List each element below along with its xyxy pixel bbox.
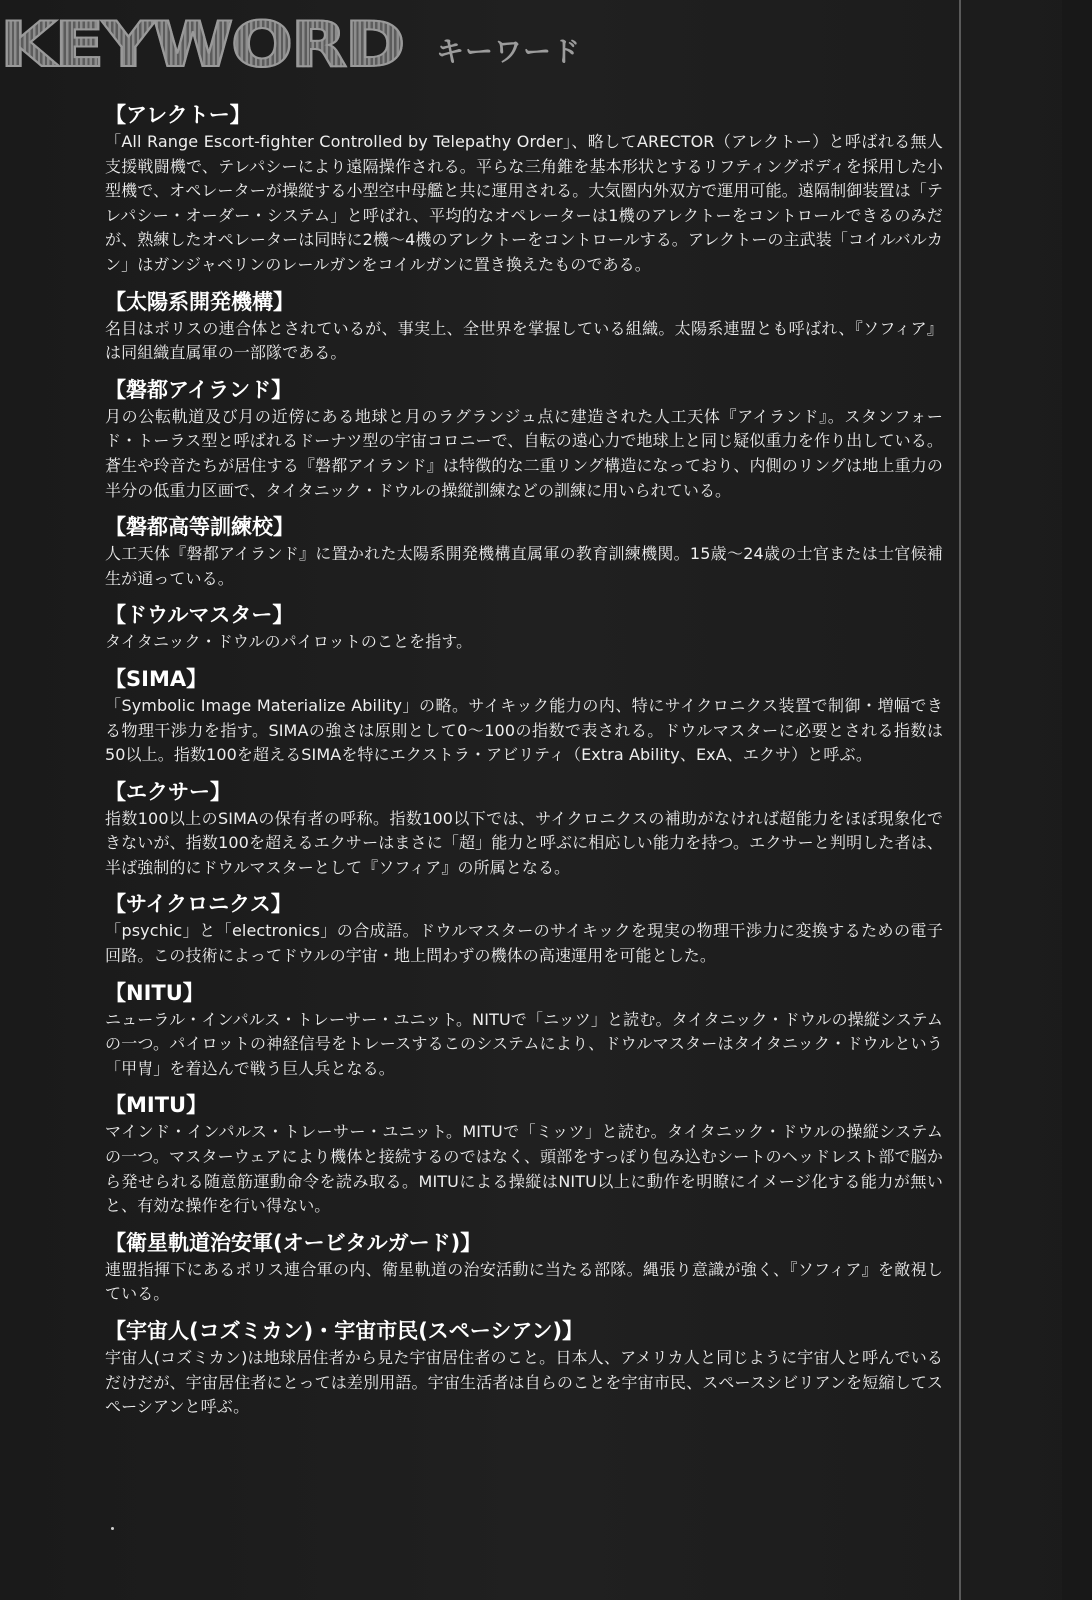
keyword-entry-cosmican-spacian — [105, 1316, 943, 1420]
entry-title: 【宇宙人(コズミカン)・宇宙市民(スペーシアン)】 — [105, 1319, 584, 1343]
entry-title: 【アレクトー】 — [105, 103, 251, 127]
entry-body: 宇宙人(コズミカン)は地球居住者から見た宇宙居住者のこと。日本人、アメリカ人と同じように宇宙人と呼んでいるだけだが、宇宙居住者にとっては差別用語。宇宙生活者は自らのことを宇宙市民、スペースシビリアンを短縮してスペーシアンと呼ぶ。 — [105, 1348, 943, 1417]
keyword-title: KEYWORD — [0, 8, 404, 81]
entry-body: 連盟指揮下にあるポリス連合軍の内、衛星軌道の治安活動に当たる部隊。縄張り意識が強く、『ソフィア』を敵視している。 — [105, 1259, 943, 1304]
keyword-subtitle: キーワード — [436, 35, 582, 68]
entry-body: ニューラル・インパルス・トレーサー・ユニット。NITUで「ニッツ」と読む。タイタニック・ドウルの操縦システムの一つ。パイロットの神経信号をトレースするこのシステムにより、ドウルマスターはタイタニック・ドウルという「甲冑」を着込んで戦う巨人兵となる。 — [105, 1009, 943, 1078]
keyword-entry-training-school — [105, 512, 943, 591]
page-header — [0, 8, 700, 84]
entry-title: 【ドウルマスター】 — [105, 603, 294, 628]
keyword-entry-exer — [105, 777, 943, 881]
keyword-entry-psychonics — [105, 889, 943, 968]
entry-title: 【NITU】 — [105, 980, 204, 1005]
right-margin-rule — [959, 0, 961, 1600]
keyword-entry-mitu — [105, 1090, 943, 1218]
keyword-entry-doll-master — [105, 600, 943, 655]
entry-body: 人工天体『磐都アイランド』に置かれた太陽系開発機構直属軍の教育訓練機関。15歳～24歳の士官または士官候補生が通っている。 — [105, 544, 943, 588]
stray-dot-mark — [111, 1527, 114, 1530]
entry-title: 【MITU】 — [105, 1093, 208, 1118]
keyword-entry-arector — [105, 100, 943, 278]
entry-title: 【サイクロニクス】 — [105, 892, 292, 917]
entry-body: 「psychic」と「electronics」の合成語。ドウルマスターのサイキックを現実の物理干渉力に変換するための電子回路。この技術によってドウルの宇宙・地上問わずの機体の高速運用を可能とした。 — [105, 921, 943, 966]
entry-body: マインド・インパルス・トレーサー・ユニット。MITUで「ミッツ」と読む。タイタニック・ドウルの操縦システムの一つ。マスターウェアにより機体と接続するのではなく、頭部をすっぽり包み込むシートのヘッドレスト部で脳から発せられる随意筋運動命令を読み取る。MITUによる操縦はNITU以上に動作を明瞭にイメージ化する能力が無いと、有効な操作を行い得ない。 — [105, 1122, 943, 1216]
entry-title: 【磐都高等訓練校】 — [105, 515, 294, 540]
entry-body: 「All Range Escort-fighter Controlled by Telepathy Order」、略してARECTOR（アレクトー）と呼ばれる無人支援戦闘機で、テレパシーにより遠隔操作される。平らな三角錐を基本形状とするリフティングボディを採用した小型機で、オペレーターが操縦する小型空中母艦と共に運用される。大気圏内外双方で運用可能。遠隔制御装置は「テレパシー・オーダー・システム」と呼ばれ、平均的なオペレーターは1機のアレクトーをコントロールできるのみだが、熟練したオペレーターは同時に2機～4機のアレクトーをコントロールする。アレクトーの主武装「コイルバルカン」はガンジャベリンのレールガンをコイルガンに置き換えたものである。 — [105, 132, 943, 274]
right-page-edge — [1062, 0, 1092, 1600]
entry-title: 【太陽系開発機構】 — [105, 289, 294, 314]
entry-body: 「Symbolic Image Materialize Ability」の略。サイキック能力の内、特にサイクロニクス装置で制御・増幅できる物理干渉力を指す。SIMAの強さは原則として0～100の指数で表される。ドウルマスターに必要とされる指数は50以上。指数100を超えるSIMAを特にエクストラ・アビリティ（Extra Ability、ExA、エクサ）と呼ぶ。 — [105, 695, 943, 765]
entry-title: 【エクサー】 — [105, 779, 231, 804]
entry-body: 月の公転軌道及び月の近傍にある地球と月のラグランジュ点に建造された人工天体『アイランド』。スタンフォード・トーラス型と呼ばれるドーナツ型の宇宙コロニーで、自転の遠心力で地球上と同じ疑似重力を作り出している。蒼生や玲音たちが居住する『磐都アイランド』は特徴的な二重リング構造になっており、内側のリングは地上重力の半分の低重力区画で、タイタニック・ドウルの操縦訓練などの訓練に用いられている。 — [105, 406, 943, 500]
keyword-entry-nitu — [105, 978, 943, 1082]
keyword-entry-solar-system-development-organization — [105, 287, 943, 366]
entry-title: 【磐都アイランド】 — [105, 377, 293, 402]
keyword-entry-sima — [105, 664, 943, 768]
entry-body: 指数100以上のSIMAの保有者の呼称。指数100以下では、サイクロニクスの補助がなければ超能力をほぼ現象化できないが、指数100を超えるエクサーはまさに「超」能力と呼ぶに相応しい能力を持つ。エクサーと判明した者は、半ば強制的にドウルマスターとして『ソフィア』の所属となる。 — [105, 808, 943, 877]
keyword-entry-iwato-island — [105, 375, 943, 503]
entry-title: 【SIMA】 — [105, 666, 208, 691]
entry-body: 名目はポリスの連合体とされているが、事実上、全世界を掌握している組織。太陽系連盟とも呼ばれ、『ソフィア』は同組織直属軍の一部隊である。 — [105, 318, 943, 363]
entry-body: タイタニック・ドウルのパイロットのことを指す。 — [105, 632, 473, 652]
keyword-entry-orbital-guard — [105, 1228, 943, 1307]
keyword-list — [105, 100, 943, 1429]
entry-title: 【衛星軌道治安軍(オービタルガード)】 — [105, 1230, 482, 1255]
